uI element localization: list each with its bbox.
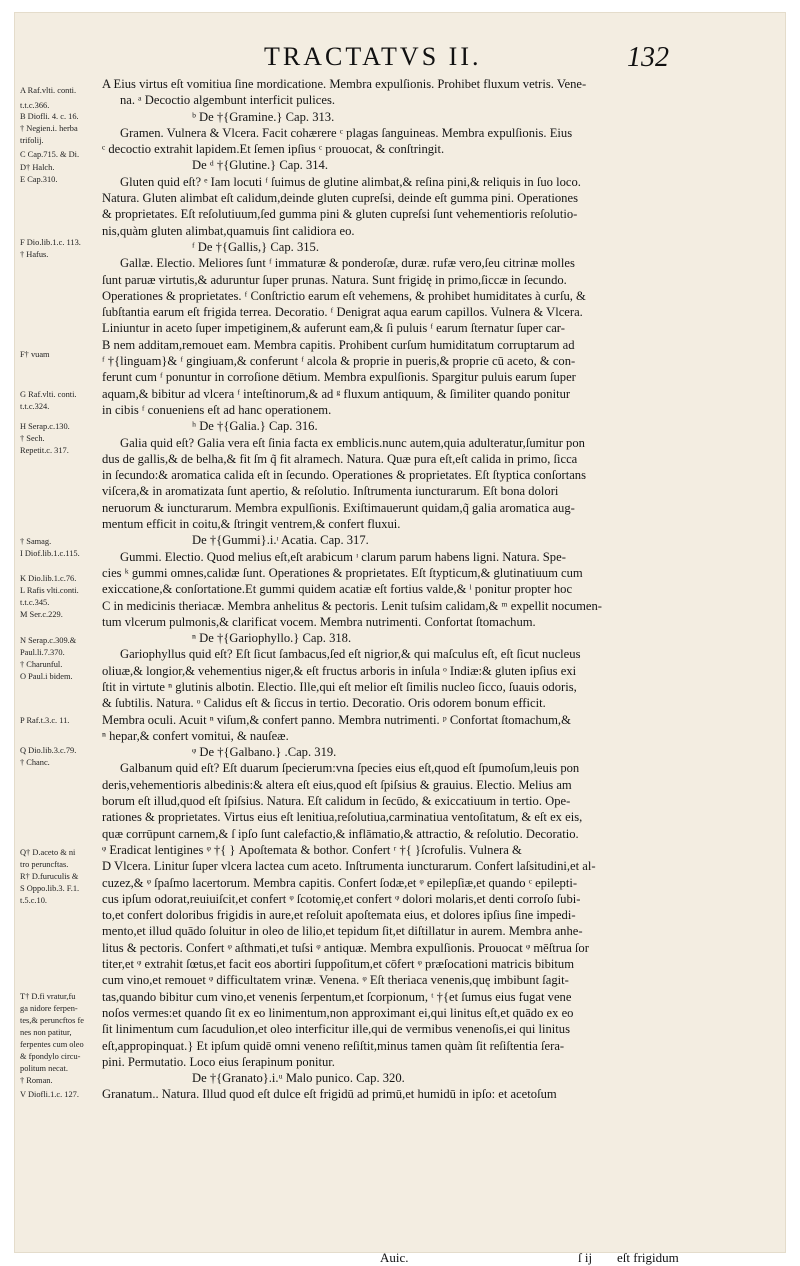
text-line: viſcera,& in aromatizata ſunt apertio, & reſolutio. Inſtrumenta iuncturarum. Eſt bona dolori bbox=[102, 484, 559, 499]
margin-note: t.t.c.324. bbox=[20, 402, 50, 411]
text-line: in cibis ᶠ conueniens eſt ad hanc operationem. bbox=[102, 402, 332, 417]
text-line: mentum efficit in coitu,& ſtringit ventrem,& confert fluxui. bbox=[102, 517, 401, 532]
signature-mark: ſ ij bbox=[578, 1250, 593, 1265]
margin-note: Paul.li.7.370. bbox=[20, 648, 65, 657]
margin-note: † Charunful. bbox=[20, 660, 63, 669]
text-line: D Vlcera. Linitur ſuper vlcera lactea cum aceto. Inſtrumenta iuncturarum. Confert laſsitudini,et al- bbox=[102, 859, 596, 874]
chapter-heading: De ᵈ †{Glutine.} Cap. 314. bbox=[192, 158, 328, 173]
margin-note: C Cap.715. & Di. bbox=[20, 150, 80, 159]
margin-note: Repetit.c. 317. bbox=[20, 446, 69, 455]
margin-note: E Cap.310. bbox=[20, 175, 58, 184]
text-line: ſit linimentum cum ſacudulion,et oleo interficitur ille,qui de vermibus venenoſis,ei qui linitus bbox=[102, 1022, 570, 1037]
margin-note: I Diof.lib.1.c.115. bbox=[20, 549, 80, 558]
text-line: ſtit in virtute ⁿ glutinis albotin. Electio. Ille,qui eſt melior eſt ſimilis nucleo ſicco, ſuauis odoris, bbox=[102, 679, 577, 694]
text-line: dus de gallis,& de belha,& fit ſm q̃ fit alramech. Natura. Quæ pura eſt,eſt calida in primo, ſicca bbox=[102, 451, 578, 466]
text-line: na. ᵃ Decoctio algembunt interficit pulices. bbox=[120, 93, 336, 108]
margin-note: M Ser.c.229. bbox=[20, 610, 63, 619]
text-line: cies ᵏ gummi omnes,calidæ ſunt. Operationes & proprietates. Eſt ſtypticum,& glutinatiuum cum bbox=[102, 565, 583, 580]
margin-note: † Roman. bbox=[20, 1076, 53, 1085]
chapter-heading: ʰ De †{Galia.} Cap. 316. bbox=[192, 419, 318, 434]
text-line: deris,vehementioris albedinis:& altera eſt eius,quod eſt ſpiſsius & grauius. Electio. Melius am bbox=[102, 777, 572, 792]
text-line: Natura. Gluten alimbat eſt calidum,deinde gluten cupreſsi, deinde eſt gumma pini. Operationes bbox=[102, 191, 578, 206]
margin-note: A Raf.vlti. conti. bbox=[20, 86, 77, 95]
margin-note: B Diofli. 4. c. 16. bbox=[20, 112, 79, 121]
chapter-heading: ᶠ De †{Gallis,} Cap. 315. bbox=[192, 239, 319, 254]
margin-note: † Sech. bbox=[20, 434, 45, 443]
text-line: Gluten quid eſt? ᵉ Iam locuti ᶠ ſuimus de glutine alimbat,& reſina pini,& reliquis in ſuo loco. bbox=[120, 174, 581, 189]
text-line: tas,quando bibitur cum vino,et venenis ſerpentum,et ſcorpionum, ᵗ †{et ſumus eius fugat vene bbox=[102, 989, 572, 1004]
text-line: ᶠ †{linguam}& ᶠ gingiuam,& conferunt ᶠ alcola & proprie in pueris,& proprie cū aceto, & con- bbox=[102, 354, 576, 369]
text-line: borum eſt illud,quod eſt ſpiſsius. Natura. Eſt calidum in ſecūdo, & exiccatiuum in tertio. Ope- bbox=[102, 794, 571, 809]
text-line: Gallæ. Electio. Meliores ſunt ᶠ immaturæ & ponderoſæ, duræ. rufæ vero,ſeu citrinæ molles bbox=[120, 256, 575, 271]
margin-note: G Raf.vlti. conti. bbox=[20, 390, 77, 399]
margin-note: t.5.c.10. bbox=[20, 896, 47, 905]
text-line: quæ corrūpunt carnem,& ſ ipſo ſunt calefactio,& inflāmatio,& attractio, & reſolutio. Decoratio. bbox=[102, 826, 579, 841]
text-line: cuzez,& ᵠ ſpaſmo lacertorum. Membra capitis. Confert ſodæ,et ᵠ epilepſiæ,et quando ᶜ epilepti- bbox=[102, 875, 578, 890]
text-line: cus ipſum odorat,reuiuiſcit,et confert ᵠ ſcotomię,et confert ᵠ dolori molaris,et denti corroſo ſubi- bbox=[102, 891, 581, 906]
margin-note: F† vuam bbox=[20, 350, 50, 359]
margin-note: † Chanc. bbox=[20, 758, 50, 767]
text-line: oliuæ,& longior,& vehementius niger,& eſt fructus arboris in inſula ᵒ Indiæ:& gluten ipſius exi bbox=[102, 663, 577, 678]
text-line: & ſubtilis. Natura. ᵒ Calidus eſt & ſiccus in tertio. Decoratio. Oris odorem bonum efficit. bbox=[102, 696, 546, 711]
chapter-heading: ᵇ De †{Gramine.} Cap. 313. bbox=[192, 109, 335, 124]
margin-note: politum necat. bbox=[20, 1064, 68, 1073]
text-line: B nem additam,remouet eam. Membra capitis. Prohibent curſum humiditatum corruptarum ad bbox=[102, 337, 575, 352]
text-line: nis,quàm gluten alimbat,quamuis ſint calidiora eo. bbox=[102, 223, 355, 238]
margin-note: N Serap.c.309.& bbox=[20, 636, 77, 645]
text-line: pini. Permutatio. Loco eius ſerapinum ponitur. bbox=[102, 1054, 335, 1069]
margin-note: ga nidore ferpen- bbox=[20, 1004, 78, 1013]
text-line: ᵠ Eradicat lentigines ᵠ †{ } Apoſtemata & bothor. Confert ʳ †{ }ſcrofulis. Vulnera & bbox=[102, 842, 522, 857]
margin-note: D† Halch. bbox=[20, 163, 55, 172]
text-line: Gariophyllus quid eſt? Eſt ſicut ſambacus,ſed eſt nigrior,& qui maſculus eſt, eſt ſicut nucleus bbox=[120, 647, 581, 662]
margin-note: V Diofli.1.c. 127. bbox=[20, 1090, 79, 1099]
text-line: to,et confert doloribus frigidis in aure,et reſoluit apoſtemata eius, et dolores ipſius ſine impedi- bbox=[102, 908, 576, 923]
text-line: eſt,appropinquat.} Et ipſum quidē omni veneno reſiſtit,minus tamen quàm ſit reſiſtentia ſera- bbox=[102, 1038, 565, 1053]
text-line: ſubſtantia earum eſt frigida terrea. Decoratio. ᶠ Denigrat aqua earum capillos. Vulnera & Vlcera. bbox=[102, 305, 583, 320]
margin-note: & fpondylo circu- bbox=[20, 1052, 81, 1061]
margin-note: P Raf.t.3.c. 11. bbox=[20, 716, 70, 725]
page-number: 132 bbox=[627, 42, 669, 73]
catchword-left: Auic. bbox=[380, 1250, 409, 1265]
text-line: litus & pectoris. Confert ᵠ aſthmati,et tuſsi ᵠ antiquæ. Membra expulſionis. Prouocat ᵠ mēſtrua ſor bbox=[102, 940, 589, 955]
text-line: in ſecundo:& aromatica calida eſt in ſecundo. Operationes & proprietates. Eſt ſtyptica conſortans bbox=[102, 468, 586, 483]
text-line: Gummi. Electio. Quod melius eſt,eſt arabicum ᶦ clarum parum habens ligni. Natura. Spe- bbox=[120, 549, 566, 564]
text-line: ⁿ hepar,& confert vomitui, & nauſeæ. bbox=[102, 728, 289, 743]
text-line: Liniuntur in aceto ſuper impetiginem,& auferunt eam,& ſi puluis ᶠ earum ſternatur ſuper car- bbox=[102, 321, 565, 336]
margin-note: † Hafus. bbox=[20, 250, 49, 259]
margin-note: Q† D.aceto & ni bbox=[20, 848, 76, 857]
book-page bbox=[14, 12, 786, 1265]
text-line: ᶜ decoctio extrahit lapidem.Et ſemen ipſius ᶜ prouocat, & conſtringit. bbox=[102, 142, 445, 157]
margin-note: tes,& peruncftos fe bbox=[20, 1016, 84, 1025]
margin-note: K Dio.lib.1.c.76. bbox=[20, 574, 77, 583]
margin-note: H Serap.c.130. bbox=[20, 422, 70, 431]
margin-note: Q Dio.lib.3.c.79. bbox=[20, 746, 77, 755]
text-line: & proprietates. Eſt reſolutiuum,ſed gumma pini & gluten cupreſsi ſunt vehementioris reſolutio- bbox=[102, 207, 578, 222]
chapter-heading: De †{Gummi}.i.ᶦ Acatia. Cap. 317. bbox=[192, 533, 369, 548]
text-line: noſos vermes:et quando ſit ex eo linimentum,non approximant ei,qui linitus eſt,et quādo ex eo bbox=[102, 1005, 574, 1020]
margin-note: † Samag. bbox=[20, 537, 52, 546]
text-line: neruorum & iuncturarum. Membra expulſionis. Exiſtimauerunt quidam,q̃ galia aromatica aug- bbox=[102, 500, 575, 515]
margin-note: t.t.c.366. bbox=[20, 101, 50, 110]
text-line: Membra oculi. Acuit ⁿ viſum,& confert panno. Membra nutrimenti. ᵖ Confortat ſtomachum,& bbox=[102, 712, 571, 727]
catchword-right: eſt frigidum bbox=[617, 1250, 679, 1265]
running-title: TRACTATVS II. bbox=[264, 42, 482, 71]
margin-note: nes non patitur, bbox=[20, 1028, 72, 1037]
text-line: cum vino,et remouet ᵠ difficultatem vrinæ. Venena. ᵠ Eſt theriaca venenis,quę imbibunt ſagit- bbox=[102, 973, 569, 988]
text-line: Operationes & proprietates. ᶠ Conſtrictio earum eſt vehemens, & prohibet humiditates à curſu, & bbox=[102, 288, 586, 303]
margin-note: t.t.c.345. bbox=[20, 598, 50, 607]
text-line: aquam,& bibitur ad vlcera ᶠ inteſtinorum,& ad ᵍ fluxum antiquum, & ſimiliter quando ponitur bbox=[102, 386, 571, 401]
margin-note: T† D.fi vratur,fu bbox=[20, 992, 76, 1001]
text-line: Granatum.. Natura. Illud quod eſt dulce eſt frigidū ad primū,et humidū in ipſo: et acetoſum bbox=[102, 1087, 557, 1102]
margin-note: S Oppo.lib.3. F.1. bbox=[20, 884, 80, 893]
text-line: ferunt cum ᶠ ponuntur in corroſione dētium. Membra expulſionis. Spargitur puluis earum ſuper bbox=[102, 370, 576, 385]
margin-note: F Dio.lib.1.c. 113. bbox=[20, 238, 81, 247]
text-line: ſunt paruæ virtutis,& aduruntur ſuper prunas. Natura. Sunt frigidę in primo,ſiccæ in ſecundo. bbox=[102, 272, 567, 287]
chapter-heading: ⁿ De †{Gariophyllo.} Cap. 318. bbox=[192, 631, 352, 646]
margin-note: L Rafis vlti.conti. bbox=[20, 586, 79, 595]
chapter-heading: ᵠ De †{Galbano.} .Cap. 319. bbox=[192, 745, 337, 760]
margin-note: trifolij. bbox=[20, 136, 44, 145]
text-line: mento,et illud quādo ſoluitur in oleo de lilio,et tepidum ſit,et diſtillatur in aurem. Membra anhe- bbox=[102, 924, 583, 939]
text-line: exiccatione,& conſortatione.Et gummi quidem acatiæ eſt fortius valde,& ˡ ponitur propter hoc bbox=[102, 582, 573, 597]
text-line: Galia quid eſt? Galia vera eſt ſinia facta ex emblicis.nunc autem,quia adulteratur,ſumitur pon bbox=[120, 435, 585, 450]
chapter-heading: De †{Granato}.i.ᵘ Malo punico. Cap. 320. bbox=[192, 1071, 405, 1086]
text-line: Gramen. Vulnera & Vlcera. Facit cohærere ᶜ plagas ſanguineas. Membra expulſionis. Eius bbox=[120, 125, 573, 140]
main-text bbox=[102, 76, 670, 1103]
text-line: rationes & proprietates. Virtus eius eſt lenitiua,reſolutiua,carminatiua ventoſitatum, & eſt ex eis, bbox=[102, 810, 583, 825]
text-line: titer,et ᵠ extrahit ſœtus,et facit eos abortiri ſuppoſitum,et cōfert ᵠ præſocationi matricis bibitum bbox=[102, 957, 575, 972]
text-line: Galbanum quid eſt? Eſt duarum ſpecierum:vna ſpecies eius eſt,quod eſt ſpumoſum,leuis pon bbox=[120, 761, 580, 776]
margin-note: ferpentes cum oleo bbox=[20, 1040, 84, 1049]
margin-note: tro peruncftas. bbox=[20, 860, 69, 869]
text-line: C in medicinis theriacæ. Membra anhelitus & pectoris. Lenit tuſsim calidam,& ᵐ expellit nocumen- bbox=[102, 598, 602, 613]
text-line: tum vlcerum pulmonis,& clarificat vocem. Membra nutrimenti. Confortat ſtomachum. bbox=[102, 614, 536, 629]
margin-note: O Paul.i bidem. bbox=[20, 672, 73, 681]
text-line: A Eius virtus eſt vomitiua ſine mordicatione. Membra expulſionis. Prohibet fluxum vetris. Vene- bbox=[102, 77, 587, 91]
margin-note: R† D.furuculis & bbox=[20, 872, 79, 881]
margin-note: † Negien.i. herba bbox=[20, 124, 78, 133]
